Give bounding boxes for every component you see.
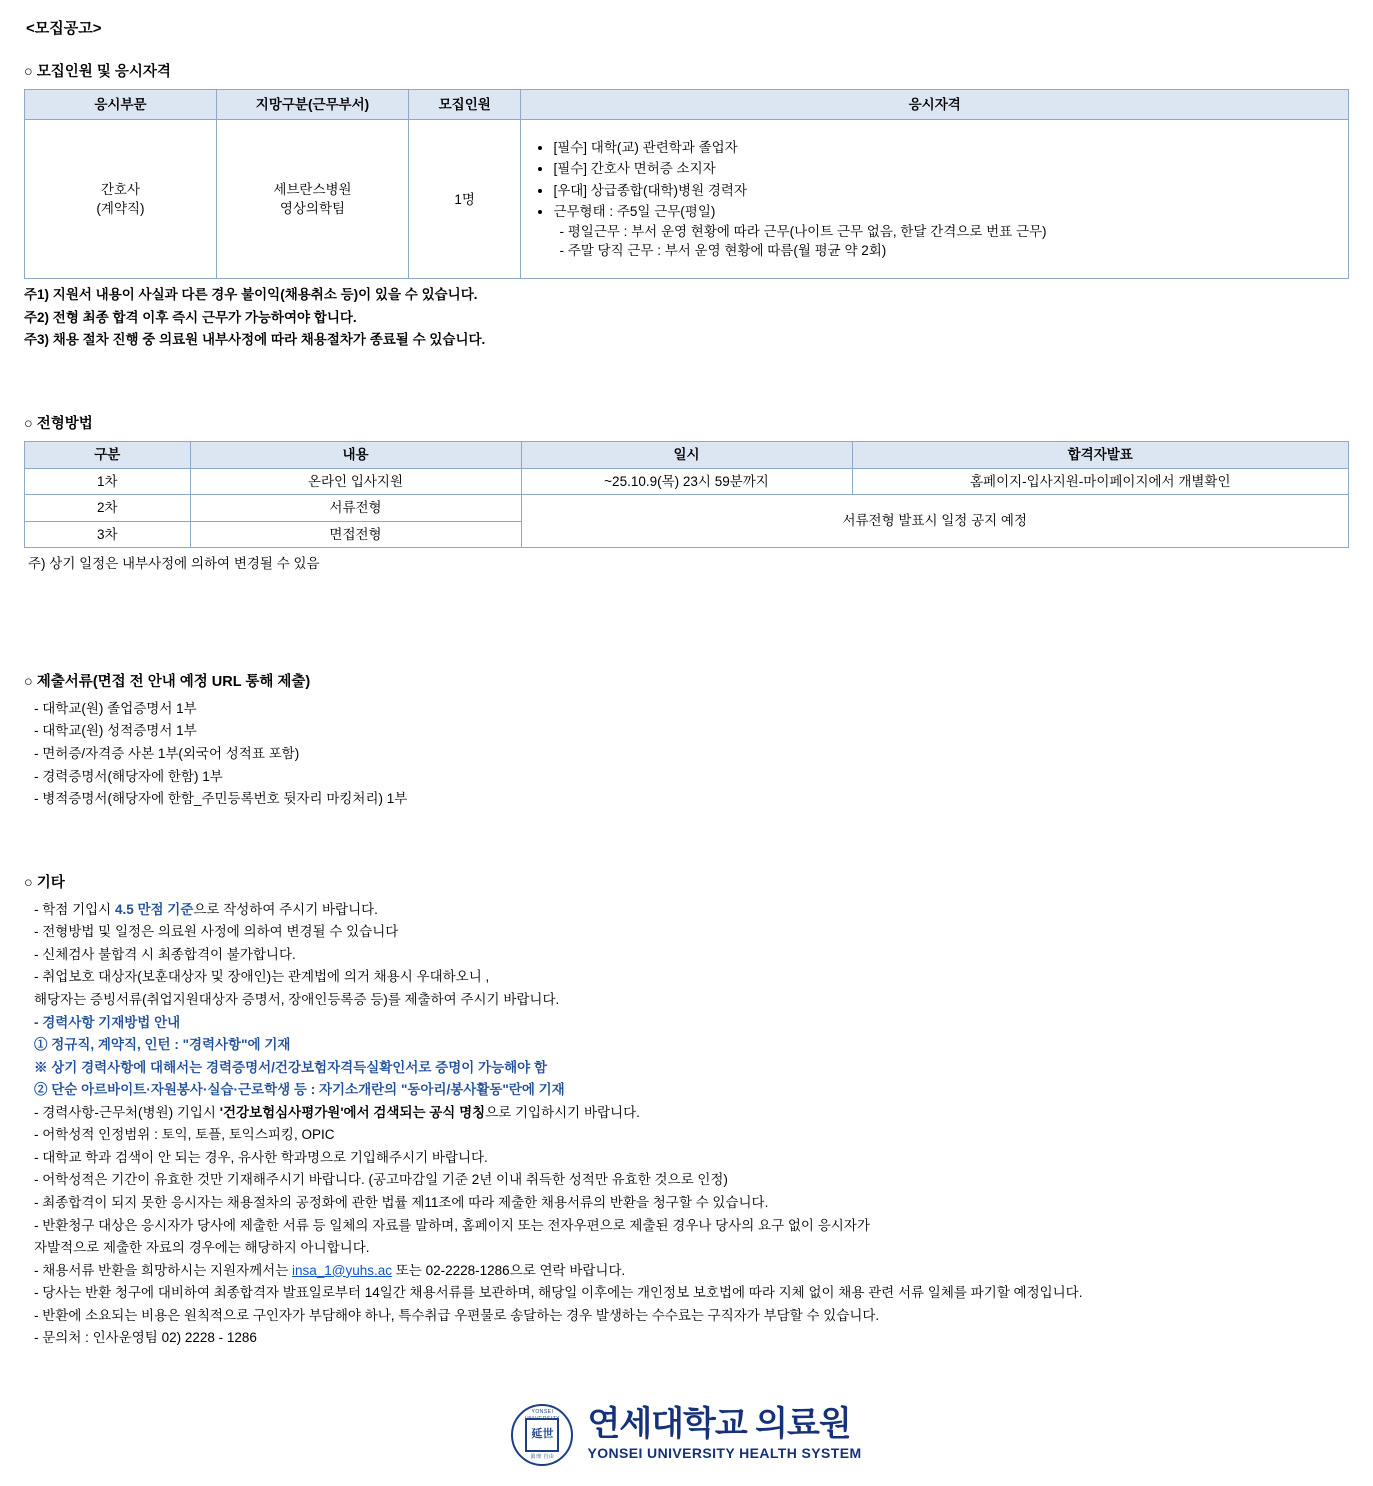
list-item: - 경력증명서(해당자에 한함) 1부 [34,768,223,784]
career-guide-item-2: ② 단순 아르바이트·자원봉사·실습·근로학생 등 : 자기소개란의 "동아리/봉사활동"란에 기재 [34,1082,565,1098]
cell-field-line2: (계약직) [96,201,145,217]
column-header-datetime: 일시 [521,442,852,469]
cell-stage: 2차 [25,495,191,522]
method-table [24,441,1349,548]
seal-ring-bottom: 眞理 自由 [530,1453,555,1460]
recruit-section [24,62,1349,350]
documents-list [34,699,1349,809]
recruit-table [24,89,1349,280]
column-header-headcount: 모집인원 [408,89,521,120]
etc-item-workplace-post: 으로 기입하시기 바랍니다. [485,1104,640,1120]
cell-stage: 1차 [25,468,191,495]
etc-item-return-request: - 최종합격이 되지 못한 응시자는 채용절차의 공정화에 관한 법률 제11조에 따라 제출한 채용서류의 반환을 청구할 수 있습니다. [34,1195,769,1210]
work-type-weekday: - 평일근무 : 부서 운영 현황에 따라 근무(나이트 근무 없음, 한달 간격으로 번표 근무) [559,223,1047,239]
column-header-qualification: 응시자격 [521,89,1349,120]
method-note: 주) 상기 일정은 내부사정에 의하여 변경될 수 있음 [28,556,320,572]
career-guide-heading: - 경력사항 기재방법 안내 [34,1014,181,1030]
cell-department [216,120,408,279]
etc-item-contact-post: 또는 02-2228-1286으로 연락 바랍니다. [392,1262,626,1278]
column-header-department: 지망구분(근무부서) [216,89,408,120]
cell-datetime: ~25.10.9(목) 23시 59분까지 [521,468,852,495]
list-item: • [필수] 대학(교) 관련학과 졸업자 [553,138,1338,158]
footer-logo [24,1404,1349,1466]
table-row [25,495,1349,522]
column-header-announce: 합격자발표 [852,442,1349,469]
recruit-notes [24,285,1349,350]
etc-item-workplace-name [34,1103,1349,1123]
list-item: - 대학교(원) 졸업증명서 1부 [34,700,197,716]
cell-field [25,120,217,279]
etc-item-schedule-change: - 전형방법 및 일정은 의료원 사정에 의하여 변경될 수 있습니다 [34,924,399,940]
etc-item-retention-period: - 당사는 반환 청구에 대비하여 최종합격자 발표일로부터 14일간 채용서류를 보관하며, 해당일 이후에는 개인정보 보호법에 따라 지체 없이 채용 관련 서류 일체를 파기할 예정입니다. [34,1285,1083,1301]
etc-section [24,873,1349,1348]
list-item: - 병적증명서(해당자에 한함_주민등록번호 뒷자리 마킹처리) 1부 [34,791,408,807]
etc-item-return-cost: - 반환에 소요되는 비용은 원칙적으로 구인자가 부담해야 하나, 특수취급 우편물로 송달하는 경우 발생하는 수수료는 구직자가 부담할 수 있습니다. [34,1307,880,1323]
method-section [24,414,1349,574]
table-row [25,120,1349,279]
etc-item-gpa [34,900,1349,920]
method-heading: ○ 전형방법 [24,416,93,433]
cell-department-line1: 세브란스병원 [273,181,352,197]
etc-item-workplace-pre: - 경력사항-근무처(병원) 기입시 [34,1104,220,1120]
cell-announce: 홈페이지-입사지원-마이페이지에서 개별확인 [852,468,1349,495]
seal-inner: 延世 [525,1418,559,1452]
logo-text-korean: 연세대학교 의료원 [587,1405,851,1444]
list-item: - 대학교(원) 성적증명서 1부 [34,723,197,739]
etc-item-return-scope-cont: 자발적으로 제출한 자료의 경우에는 해당하지 아니합니다. [34,1240,370,1256]
documents-heading: ○ 제출서류(면접 전 안내 예정 URL 통해 제출) [24,673,311,690]
recruit-note-3: 주3) 채용 절차 진행 중 의료원 내부사정에 따라 채용절차가 종료될 수 있습니다. [24,332,486,348]
cell-content: 면접전형 [190,521,521,548]
etc-item-employment-protection: - 취업보호 대상자(보훈대상자 및 장애인)는 관계법에 의거 채용시 우대하오니 , [34,969,490,985]
recruit-heading: ○ 모집인원 및 응시자격 [24,63,171,80]
logo-text-english: YONSEI UNIVERSITY HEALTH SYSTEM [587,1445,862,1462]
cell-stage: 3차 [25,521,191,548]
spacer [24,819,1349,873]
etc-item-gpa-pre: - 학점 기입시 [34,901,115,917]
cell-content: 서류전형 [190,495,521,522]
cell-headcount: 1명 [408,120,521,279]
column-header-content: 내용 [190,442,521,469]
etc-item-gpa-highlight: 4.5 만점 기준 [114,901,194,917]
cell-qualifications [521,120,1349,279]
spacer [24,638,1349,672]
work-type-weekend: - 주말 당직 근무 : 부서 운영 현황에 따름(월 평균 약 2회) [559,243,887,259]
table-header-row [25,442,1349,469]
table-header-row [25,89,1349,120]
list-item: • [우대] 상급종합(대학)병원 경력자 [553,181,1338,201]
email-link[interactable]: insa_1@yuhs.ac [292,1262,393,1278]
column-header-stage: 구분 [25,442,191,469]
table-row [25,468,1349,495]
cell-department-line2: 영상의학팀 [279,201,346,217]
etc-item-return-scope: - 반환청구 대상은 응시자가 당사에 제출한 서류 등 일체의 자료를 말하며, 홈페이지 또는 전자우편으로 제출된 경우나 당사의 요구 없이 응시자가 [34,1217,870,1233]
etc-item-employment-protection-cont: 해당자는 증빙서류(취업지원대상자 증명서, 장애인등록증 등)를 제출하여 주시기 바랍니다. [34,991,560,1007]
seal-ring-top: YONSEI UNIVERSITY [524,1408,560,1423]
qualification-list [531,138,1338,261]
list-item-work-type [553,202,1338,261]
etc-item-contact-pre: - 채용서류 반환을 희망하시는 지원자께서는 [34,1262,292,1278]
career-guide-item-1-note: ※ 상기 경력사항에 대해서는 경력증명서/건강보험자격득실확인서로 증명이 가능해야 함 [34,1059,547,1075]
etc-item-major-search: - 대학교 학과 검색이 안 되는 경우, 유사한 학과명으로 기입해주시기 바랍니다. [34,1149,488,1165]
etc-item-contact-return [34,1261,1349,1281]
page-title: <모집공고> [26,20,102,37]
documents-section [24,672,1349,809]
cell-field-line1: 간호사 [100,181,141,197]
list-item: - 면허증/자격증 사본 1부(외국어 성적표 포함) [34,745,300,761]
list-item: • [필수] 간호사 면허증 소지자 [553,159,1338,179]
recruit-note-2: 주2) 전형 최종 합격 이후 즉시 근무가 가능하여야 합니다. [24,309,357,325]
recruit-note-1: 주1) 지원서 내용이 사실과 다른 경우 불이익(채용취소 등)이 있을 수 있습니다. [24,287,478,303]
yonsei-seal-icon [511,1404,573,1466]
cell-content: 온라인 입사지원 [190,468,521,495]
etc-item-inquiry: - 문의처 : 인사운영팀 02) 2228 - 1286 [34,1330,257,1346]
etc-item-language-validity: - 어학성적은 기간이 유효한 것만 기재해주시기 바랍니다. (공고마감일 기준 2년 이내 취득한 성적만 유효한 것으로 인정) [34,1172,728,1188]
career-guide-item-1: ① 정규직, 계약직, 인턴 : "경력사항"에 기재 [34,1037,291,1053]
etc-item-physical-exam: - 신체검사 불합격 시 최종합격이 불가합니다. [34,946,296,962]
logo-text-block [587,1406,861,1464]
etc-item-workplace-bold: '건강보험심사평가원'에서 검색되는 공식 명칭 [219,1104,486,1120]
column-header-field: 응시부문 [25,89,217,120]
spacer [24,584,1349,638]
etc-item-gpa-post: 으로 작성하여 주시기 바랍니다. [193,901,378,917]
spacer [24,360,1349,414]
work-type-label: 근무형태 : 주5일 근무(평일) [553,204,716,220]
etc-item-language-scope: - 어학성적 인정범위 : 토익, 토플, 토익스피킹, OPIC [34,1127,335,1143]
etc-list [34,900,1349,1348]
etc-heading: ○ 기타 [24,874,65,891]
cell-merged-announce: 서류전형 발표시 일정 공지 예정 [521,495,1349,548]
